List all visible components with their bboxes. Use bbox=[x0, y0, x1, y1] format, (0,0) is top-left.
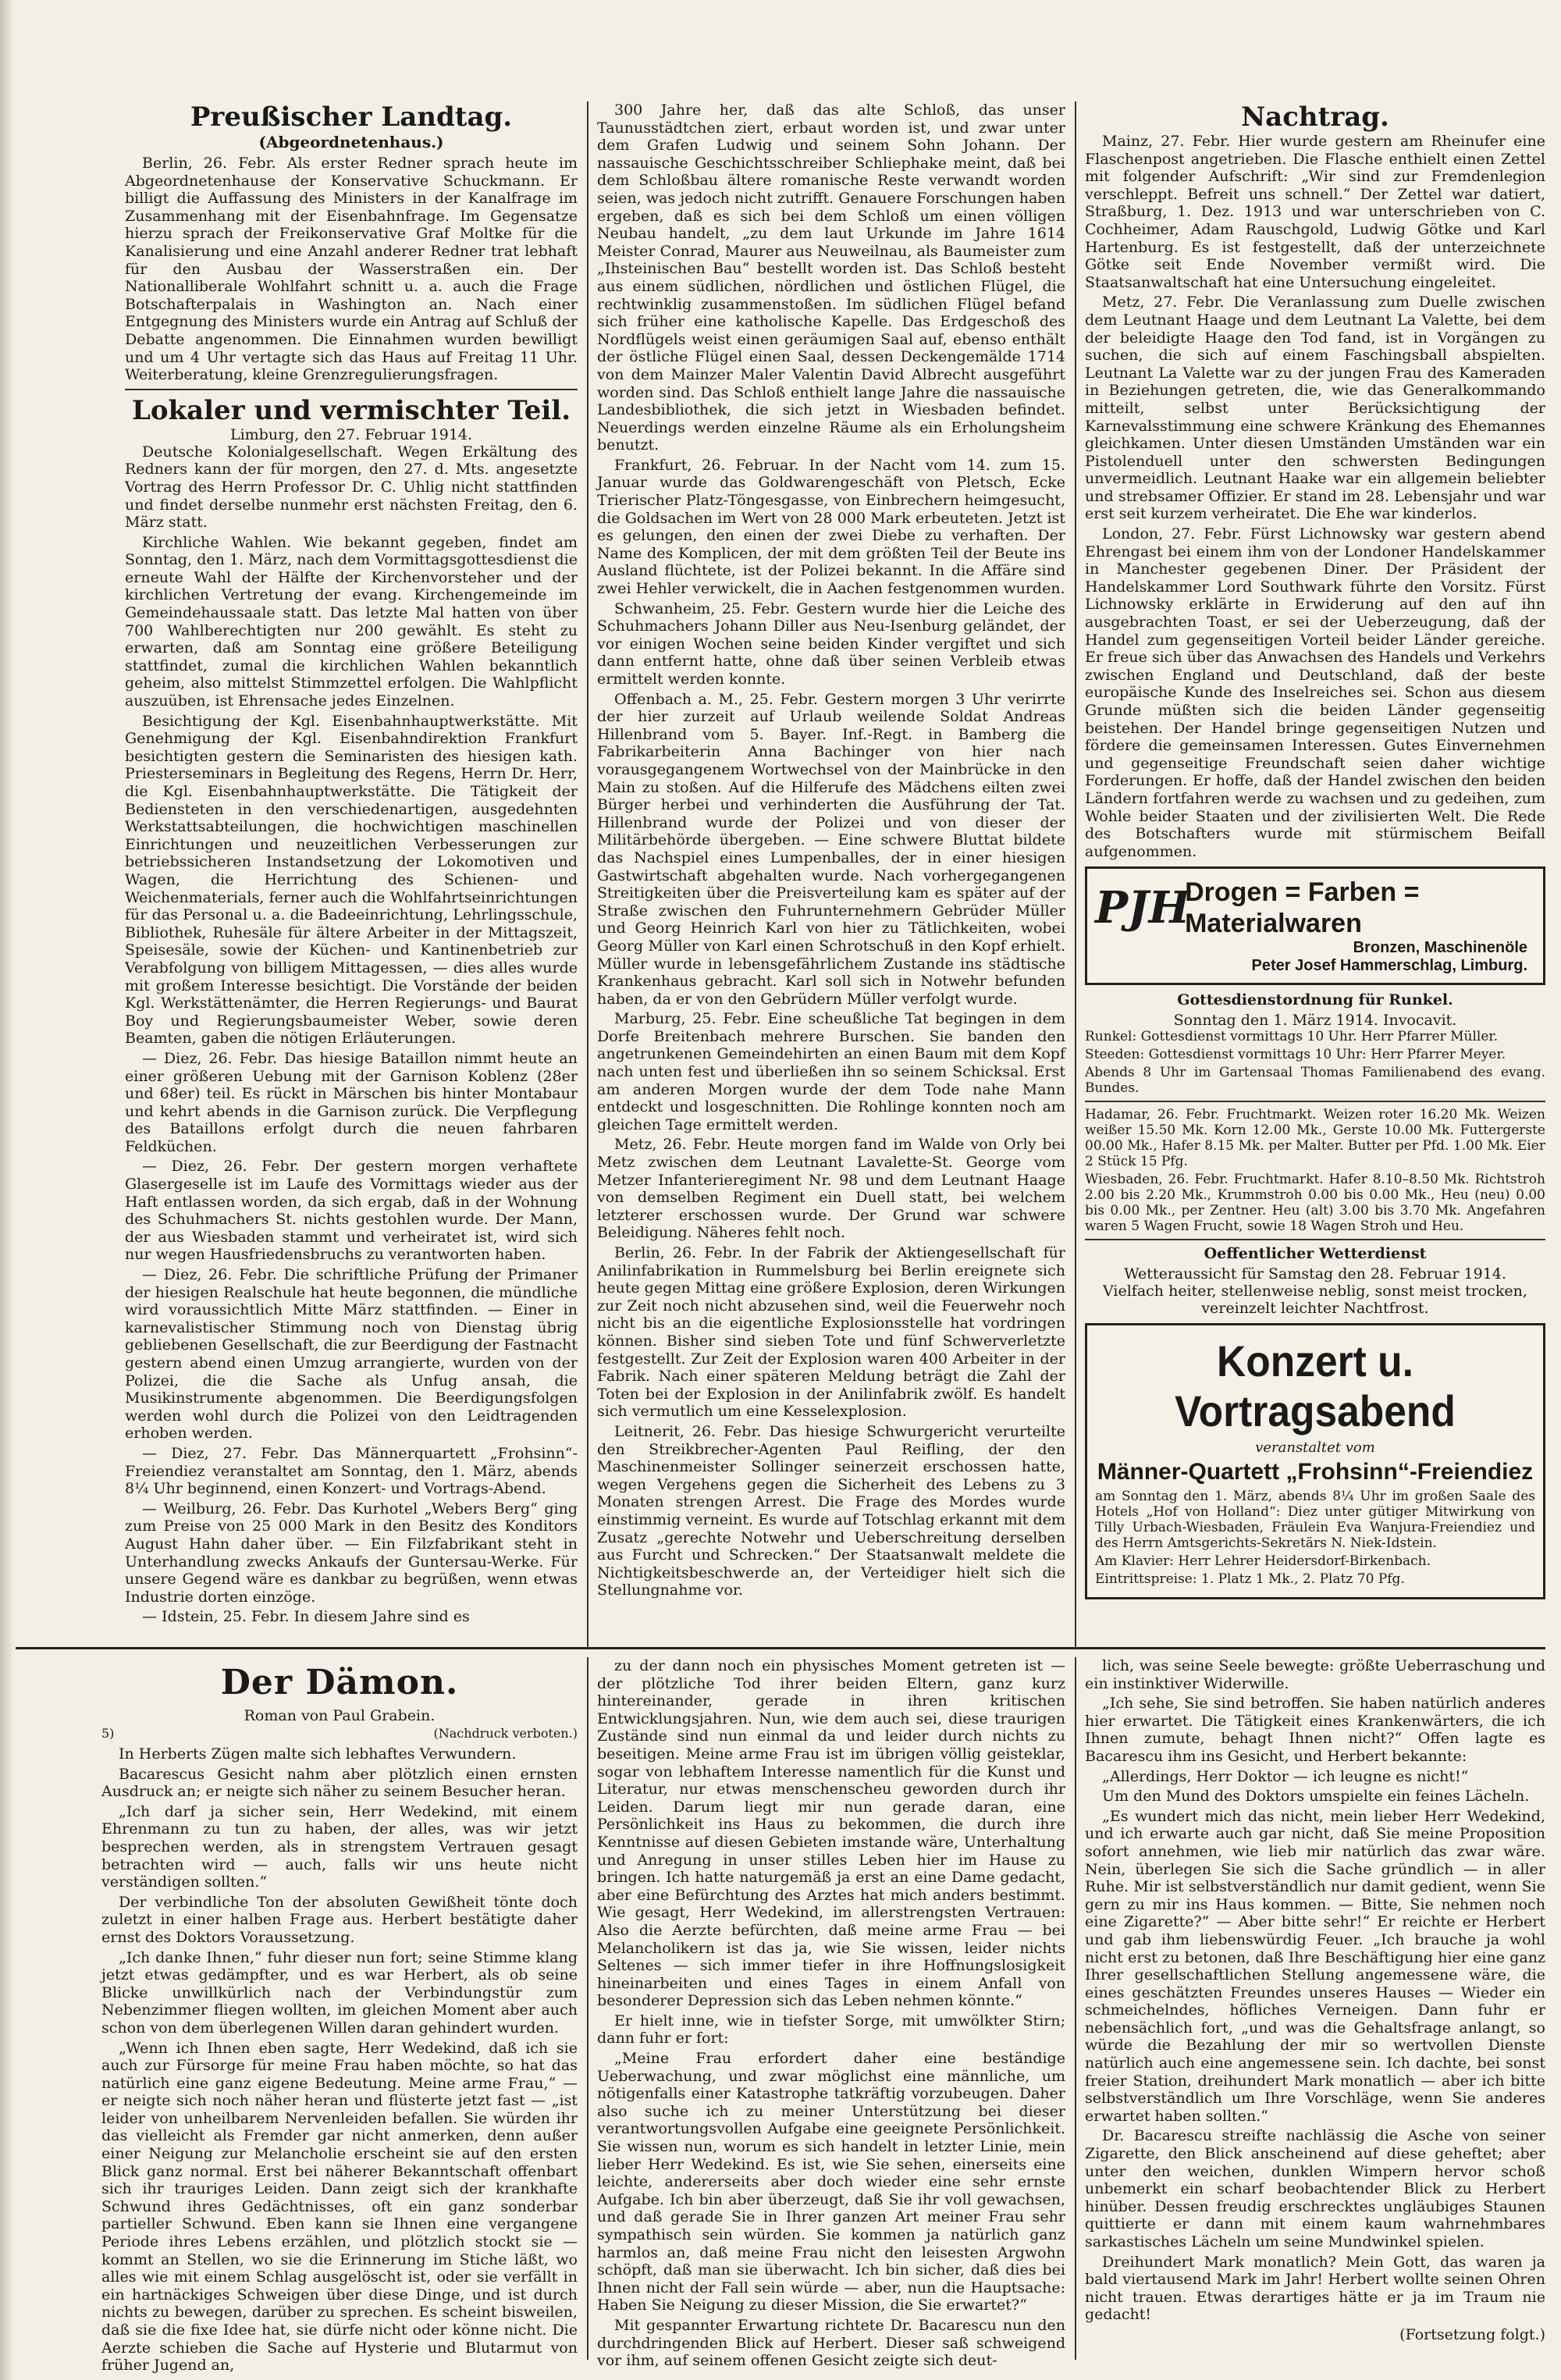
konzert-prices: Eintrittspreise: 1. Platz 1 Mk., 2. Platz 70 Pfg. bbox=[1095, 1571, 1405, 1588]
wetter-forecast: Wetteraussicht für Samstag den 28. Februar 1914. bbox=[1124, 1265, 1506, 1283]
nachtrag-paragraph: Metz, 27. Febr. Die Veranlassung zum Duelle zwischen dem Leutnant Haage und dem Leutnant La Valette, bei dem der beleidigte Haage den Tod fand, ist in Vorgängen zu suchen, die sich auf einem Faschingsball abspielten. Leutnant La Valette war zu der jungen Frau des Kameraden in Beziehungen getreten, die, wie das Generalkommando mitteilt, selbst unter Berücksichtigung der Karnevalsstimmung eine schwere Kränkung des Ehemannes gleichkamen. Unter diesen Umständen Umständen war ein Pistolenduell unter den schwersten Bedingungen unvermeidlich. Leutnant Haake war ein allgemein beliebter und strebsamer Offizier. Er stand im 28. Lebensjahr und war erst seit kurzem verheiratet. Die Ehe war kinderlos. bbox=[1085, 293, 1545, 523]
news-paragraph: Frankfurt, 26. Februar. In der Nacht vom 14. zum 15. Januar wurde das Goldwarengeschäft von Pletsch, Ecke Trierischer Platz-Töngesgasse, von Einbrechern heimgesucht, die Goldsachen im Wert von 28 000 Mark erbeuteten. Jetzt ist es gelungen, den einen der zwei Diebe zu verhaften. Der Name des Komplicen, der mit dem größten Teil der Beute ins Ausland flüchtete, ist der Polizei bekannt. In die Affäre sind zwei Hehler verwickelt, die in Aachen festgenommen wurden. bbox=[597, 456, 1065, 598]
ad-title: Drogen = Farben = Materialwaren bbox=[1185, 877, 1420, 939]
column-3 bbox=[1085, 101, 1545, 1647]
roman-paragraph: Bacarescus Gesicht nahm aber plötzlich einen ernsten Ausdruck an; er neigte sich näher zu seinem Besucher heran. bbox=[101, 1765, 578, 1801]
divider bbox=[125, 389, 578, 390]
column-rule bbox=[587, 101, 588, 1647]
landtag-body: Berlin, 26. Febr. Als erster Redner sprach heute im Abgeordnetenhause der Konservative Schuckmann. Er billigt die Auffassung des Ministers in der Kanalfrage im Zusammenhang mit der Eisenbahnfrage. Im Gegensatze hierzu sprach der Freikonservative Graf Moltke für die Kanalisierung und eine Anzahl anderer Redner trat lebhaft für den Ausbau der Wasserstraßen ein. Der Nationalliberale Wohlfahrt schnitt u. a. auch die Frage Botschafterpalais in Washington an. Nach einer Entgegnung des Ministers wurde ein Antrag auf Schluß der Debatte angenommen. Die Einnahmen wurden bewilligt und um 4 Uhr vertagte sich das Haus auf Freitag 11 Uhr. Weiterberatung, kleine Grenzregulierungsfragen. bbox=[125, 155, 578, 384]
news-paragraph: Berlin, 26. Febr. In der Fabrik der Aktiengesellschaft für Anilinfabrikation in Rummelsburg bei Berlin ereignete sich heute gegen Mittag eine größere Explosion, deren Wirkungen zur Zeit noch nicht abzusehen sind, weil die Feuerwehr noch nicht bis an die eigentliche Explosionsstelle hat vordringen können. Bisher sind sieben Tote und fünf Schwerverletzte festgestellt. Zur Zeit der Explosion waren 400 Arbeiter in der Fabrik. Nach einer späteren Meldung beträgt die Zahl der Toten bei der Explosion in der Anilinfabrik zwölf. Es handelt sich vermutlich um eine Kesselexplosion. bbox=[597, 1244, 1065, 1421]
column-rule bbox=[587, 1657, 588, 2360]
konzert-org: Männer-Quartett „Frohsinn“-Freiendiez bbox=[1097, 1459, 1534, 1485]
roman-paragraph: „Ich sehe, Sie sind betroffen. Sie haben natürlich anderes hier erwartet. Die Tätigkeit eines Krankenwärters, die ich Ihnen zumute, behagt Ihnen nicht?“ Offen lagte es Bacarescu ihm ins Gesicht, und Herbert bekannte: bbox=[1085, 1695, 1545, 1765]
roman-meta bbox=[101, 1726, 578, 1741]
roman-paragraph: „Meine Frau erfordert daher eine beständige Ueberwachung, und zwar möglichst eine männliche, um nötigenfalls einer Katastrophe tatkräftig vorzubeugen. Daher also suche ich zu meiner Unterstützung bei dieser verantwortungsvollen Aufgabe eine geeignete Persönlichkeit. Sie wissen nun, worum es sich handelt in letzter Linie, mein lieber Herr Wedekind. Es ist, wie Sie sehen, einerseits eine leichte, andererseits aber doch wieder eine sehr ernste Aufgabe. Ich bin aber überzeugt, daß Sie ihr voll gewachsen, und daß gerade Sie in Ihrer ganzen Art meiner Frau sehr sympathisch sein würden. Sie kommen ja natürlich ganz harmlos an, daß meine Frau nicht den leisesten Argwohn schöpft, daß man sie überwacht. Ich bin sicher, daß dies bei Ihnen nicht der Fall sein würde — aber, nun die Hauptsache: Haben Sie Neigung zu dieser Mission, die Sie erwartet?“ bbox=[597, 2050, 1065, 2314]
feuilleton-section bbox=[16, 1647, 1545, 2375]
column-1 bbox=[125, 101, 578, 1647]
lokales-paragraph: — Diez, 26. Febr. Das hiesige Bataillon nimmt heute an einer größeren Uebung mit der Garnison Koblenz (28er und 68er) teil. Es rückt in Märschen bis hinter Montabaur und kehrt abends in die Garnison zurück. Die Verpflegung des Bataillons erfolgt durch die neuen fahrbaren Feldküchen. bbox=[125, 1049, 578, 1155]
lokales-paragraph: — Diez, 26. Febr. Die schriftliche Prüfung der Primaner der hiesigen Realschule hat heute begonnen, die mündliche wird voraussichtlich Mitte März stattfinden. — Einer in karnevalistischer Stimmung noch von Dienstag übrig gebliebenen Gesellschaft, die zur Beerdigung der Fastnacht gestern abend einen Umzug arrangierte, wurden von der Polizei, die die Sache als Unfug ansah, die Musikinstrumente abgenommen. Die Beerdigungsfolgen werden wohl durch die Polizei von den Leidtragenden erhoben werden. bbox=[125, 1266, 578, 1443]
roman-paragraph: Er hielt inne, wie in tiefster Sorge, mit umwölkter Stirn; dann fuhr er fort: bbox=[597, 2012, 1065, 2047]
gottesdienst-date: Sonntag den 1. März 1914. Invocavit. bbox=[1173, 1012, 1457, 1030]
konzert-advertisement bbox=[1085, 1323, 1545, 1599]
landtag-subtitle: (Abgeordnetenhaus.) bbox=[258, 133, 444, 151]
column-2 bbox=[597, 101, 1065, 1647]
konzert-piano: Am Klavier: Herr Lehrer Heidersdorf-Birkenbach. bbox=[1095, 1553, 1431, 1570]
roman-paragraph: In Herberts Zügen malte sich lebhaftes Verwundern. bbox=[119, 1745, 517, 1763]
news-paragraph: Schwanheim, 25. Febr. Gestern wurde hier die Leiche des Schuhmachers Johann Diller aus Neu-Isenburg geländet, der vor einigen Wochen seine beiden Kinder vergiftet und sich dann entfernt hatte, ohne daß über seinen Verbleib etwas ermittelt werden konnte. bbox=[597, 599, 1065, 688]
ad-address: Peter Josef Hammerschlag, Limburg. bbox=[1251, 957, 1527, 975]
news-section bbox=[16, 101, 1545, 1647]
news-paragraph: Marburg, 25. Febr. Eine scheußliche Tat begingen in dem Dorfe Breitenbach mehrere Burschen. Sie banden den angetrunkenen Gemeindehirten an einen Baum mit dem Kopf nach unten fest und überließen ihn so seinem Schicksal. Erst am anderen Morgen wurde der dem Tode nahe Mann entdeckt und losgeschnitten. Die Rohlinge konnten noch am gleichen Tage ermittelt werden. bbox=[597, 1010, 1065, 1133]
roman-paragraph: Dreihundert Mark monatlich? Mein Gott, das waren ja bald viertausend Mark im Jahr! Herbert wollte seinen Ohren nicht trauen. Etwas derartiges hätte er ja im Traum nie gedacht! bbox=[1085, 2253, 1545, 2324]
markt-line: Wiesbaden, 26. Febr. Fruchtmarkt. Hafer 8.10–8.50 Mk. Richtstroh 2.00 bis 2.20 Mk., Krummstroh 0.00 bis 0.00 Mk., Heu (neu) 0.00 bis 0.00 Mk., per Zentner. Heu (alt) 3.00 bis 3.70 Mk. Angefahren waren 5 Wagen Frucht, sowie 18 Wagen Stroh und Heu. bbox=[1085, 1172, 1545, 1235]
divider bbox=[1085, 1101, 1545, 1102]
column-rule bbox=[1075, 1657, 1076, 2360]
roman-paragraph: Dr. Bacarescu streifte nachlässig die Asche von seiner Zigarette, den Blick anscheinend auf diese geheftet; aber unter den weichen, dunklen Wimpern hervor schoß unbemerkt ein scharf beobachtender Blick zu Herbert hinüber. Dessen freudig erschrecktes ungläubiges Staunen quittierte er dann mit einem kaum wahrnehmbares sarkastisches Lächeln um seine Mundwinkel spielen. bbox=[1085, 2127, 1545, 2250]
roman-paragraph: Mit gespannter Erwartung richtete Dr. Bacarescu nun den durchdringenden Blick auf Herbert. Dieser saß schweigend vor ihm, auf seinem offenen Gesicht zeigte sich deut- bbox=[597, 2316, 1065, 2370]
news-paragraph: 300 Jahre her, daß das alte Schloß, das unser Taunusstädtchen ziert, erbaut worden ist, und zwar unter dem Grafen Ludwig und seinem Sohn Johann. Der nassauische Geschichtsschreiber Schliephake meint, daß bei dem Schloßbau ältere romanische Reste verwandt worden seien, was jedoch nicht zutrifft. Genauere Forschungen haben ergeben, daß es sich bei dem Schloß um einen völligen Neubau handelt, „zu dem laut Urkunde im Jahre 1614 Meister Conrad, Maurer aus Neuweilnau, als Baumeister zum „Ihsteinischen Bau“ bestellt worden ist. Das Schloß besteht aus einem südlichen, nördlichen und östlichen Flügel, die rechtwinklig zusammenstoßen. Im südlichen Flügel befand sich früher eine katholische Kapelle. Das Erdgeschoß des Nordflügels weist einen geräumigen Saal auf, ebenso enthält der östliche Flügel einen Saal, dessen Deckengemälde 1714 von dem Mainzer Maler Valentin David Albrecht ausgeführt worden sind. Das Schloß enthielt lange Jahre die nassauische Landesbibliothek, die sich jetzt in Wiesbaden befindet. Neuerdings werden einzelne Räume als ein Erholungsheim benutzt. bbox=[597, 101, 1065, 454]
wetter-title: Oeffentlicher Wetterdienst bbox=[1204, 1245, 1427, 1263]
markt-line: Hadamar, 26. Febr. Fruchtmarkt. Weizen roter 16.20 Mk. Weizen weißer 15.50 Mk. Korn 12.00 Mk., Gerste 10.00 Mk. Futtergerste 00.00 Mk., Hafer 8.15 Mk. per Malter. Butter per Pfd. 1.00 Mk. Eier 2 Stück 15 Pfg. bbox=[1085, 1107, 1545, 1170]
gottesdienst-line: Runkel: Gottesdienst vormittags 10 Uhr. Herr Pfarrer Müller. bbox=[1085, 1029, 1499, 1045]
column-rule bbox=[1075, 101, 1076, 1647]
gottesdienst-line: Abends 8 Uhr im Gartensaal Thomas Familienabend des evang. Bundes. bbox=[1085, 1065, 1545, 1097]
roman-paragraph: lich, was seine Seele bewegte: größte Ueberraschung und ein instinktiver Widerwille. bbox=[1085, 1657, 1545, 1692]
roman-note: (Nachdruck verboten.) bbox=[433, 1726, 578, 1741]
roman-number: 5) bbox=[101, 1726, 115, 1741]
roman-paragraph: „Allerdings, Herr Doktor — ich leugne es nicht!“ bbox=[1102, 1767, 1469, 1785]
gottesdienst-title: Gottesdienstordnung für Runkel. bbox=[1177, 991, 1453, 1009]
roman-column-3 bbox=[1085, 1657, 1545, 2364]
news-paragraph: Leitnerit, 26. Febr. Das hiesige Schwurgericht verurteilte den Streikbrecher-Agenten Paul Reifling, der den Maschinenmeister Sollinger seinerzeit erschossen hatte, wegen Vergehens gegen die Sicherheit des Lebens zu 3 Monaten strengen Arrest. Die Frage des Mordes wurde einstimmig verneint. Es wurde auf Totschlag erkannt mit dem Zusatz „gerechte Notwehr und Ueberschreitung derselben aus Furcht und Schrecken.“ Der Staatsanwalt meldete die Nichtigkeitsbeschwerde an, der Verteidiger hielt sich die Stellungnahme vor. bbox=[597, 1422, 1065, 1599]
roman-paragraph: „Ich darf ja sicher sein, Herr Wedekind, mit einem Ehrenmann zu tun zu haben, der alles, was wir jetzt besprechen werden, als in strengstem Vertrauen gesagt betrachten wird — auch, falls wir uns heute nicht verständigen sollten.“ bbox=[101, 1802, 578, 1891]
konzert-by: veranstaltet vom bbox=[1255, 1439, 1375, 1457]
roman-paragraph: „Wenn ich Ihnen eben sagte, Herr Wedekind, daß ich sie auch zur Fürsorge für meine Frau haben möchte, so hat das natürlich eine ganz eigene Bedeutung. Meine arme Frau,“ — er neigte sich noch näher heran und flüsterte jetzt fast — „ist leider von unheilbarem Nervenleiden befallen. Sie würden ihr das vielleicht als Fremder gar nicht anmerken, denn außer einer Neigung zur Melancholie erscheint sie auf den ersten Blick ganz normal. Erst bei näherer Bekanntschaft offenbart sich ihr trauriges Leiden. Dann zeigt sich der krankhafte Schwund ihres Gedächtnisses, oft ein ganz sonderbar partieller Schwund. Eben kann sie Ihnen eine vergangene Periode ihres Lebens erzählen, und plötzlich stockt sie — kommt an Stellen, wo sie die Erinnerung im Stiche läßt, wo alles wie mit einem Schlag ausgelöscht ist, oder sie verfällt in ein hartnäckiges Schweigen über diese Dinge, und ist durch nichts zu bewegen, darüber zu sprechen. Es scheint bisweilen, daß sie die fixe Idee hat, sie dürfe nicht oder könne nicht. Die Aerzte schieben die Sache auf Hysterie und Blutarmut von früher Jugend an, bbox=[101, 2039, 578, 2375]
landtag-title: Preußischer Landtag. bbox=[190, 101, 513, 133]
lokales-paragraph: Kirchliche Wahlen. Wie bekannt gegeben, findet am Sonntag, den 1. März, nach dem Vormittagsgottesdienst die erneute Wahl der Hälfte der Kirchenvorsteher und der kirchlichen Vertretung der evang. Kirchengemeinde im Gemeindehaussaale statt. Das letzte Mal hatten von über 700 Wahlberechtigten nur 200 gewählt. Es steht zu erwarten, daß am Sonntag eine größere Beteiligung stattfindet, zumal die kirchlichen Wahlen bekanntlich geheim, also mittelst Stimmzettel erfolgen. Die Wahlpflicht auszuüben, ist Ehrensache jedes Einzelnen. bbox=[125, 533, 578, 710]
ad-subtitle: Bronzen, Maschinenöle bbox=[1353, 939, 1527, 957]
news-paragraph: Offenbach a. M., 25. Febr. Gestern morgen 3 Uhr verirrte der hier zurzeit auf Urlaub weilende Soldat Andreas Hillenbrand vom 5. Bayer. Inf.-Regt. in Bamberg die Fabrikarbeiterin Anna Bachinger von hier nach vorausgegangenem Wortwechsel von der Mainbrücke in den Main zu stoßen. Auf die Hilferufe des Mädchens eilten zwei Bürger herbei und verhinderten die Ausführung der Tat. Hillenbrand wurde der Polizei und von dieser der Militärbehörde übergeben. — Eine schwere Bluttat bildete das Nachspiel eines Lumpenballes, der in einer hiesigen Gastwirtschaft abgehalten wurde. Nach vorhergegangenen Streitigkeiten über die Preisverteilung kam es später auf der Straße zwischen den Fuhrunternehmern Gebrüder Müller und Georg Heinrich Karl von hier zu Tätlichkeiten, wobei Georg Müller von Karl einen Schrotschuß in den Kopf erhielt. Müller wurde in lebensgefährlichem Zustande ins städtische Krankenhaus gebracht. Karl soll sich in Notwehr befunden haben, da er von den Gebrüdern Müller verfolgt wurde. bbox=[597, 690, 1065, 1008]
lokales-paragraph: Deutsche Kolonialgesellschaft. Wegen Erkältung des Redners kann der für morgen, den 27. d. Mts. angesetzte Vortrag des Herrn Professor Dr. C. Uhlig nicht stattfinden und findet derselbe nunmehr erst nächsten Freitag, den 6. März statt. bbox=[125, 443, 578, 532]
ad-logo: PJH bbox=[1095, 882, 1190, 934]
nachtrag-paragraph: Mainz, 27. Febr. Hier wurde gestern am Rheinufer eine Flaschenpost angetrieben. Die Flasche enthielt einen Zettel mit folgender Aufschrift: „Wir sind zur Fremdenlegion verschleppt. Befreit uns schnell.“ Der Zettel war datiert, Straßburg, 1. Dez. 1913 und war unterschrieben von C. Cochheimer, Adam Rauschgold, Ludwig Götke und Karl Hartenburg. Es ist festgestellt, daß der unterzeichnete Götke seit Ende November vermißt wird. Die Staatsanwaltschaft hat eine Untersuchung eingeleitet. bbox=[1085, 133, 1545, 291]
lokales-dateline: Limburg, den 27. Februar 1914. bbox=[229, 425, 473, 443]
roman-paragraph: Der verbindliche Ton der absoluten Gewißheit tönte doch zuletzt in einer halben Frage aus. Herbert bestätigte daher ernst des Doktors Voraussetzung. bbox=[101, 1893, 578, 1946]
gottesdienst-line: Steeden: Gottesdienst vormittags 10 Uhr: Herr Pfarrer Meyer. bbox=[1085, 1047, 1506, 1063]
roman-continued: (Fortsetzung folgt.) bbox=[1399, 2325, 1545, 2343]
nachtrag-title: Nachtrag. bbox=[1241, 101, 1389, 133]
news-paragraph: Metz, 26. Febr. Heute morgen fand im Walde von Orly bei Metz zwischen dem Leutnant Lavalette-St. George vom Metzer Infanterieregiment Nr. 98 und dem Leutnant Haage von demselben Regiment ein Duell statt, bei welchem letzterer erschossen wurde. Der Grund war schwere Beleidigung. Näheres fehlt noch. bbox=[597, 1136, 1065, 1242]
roman-title: Der Dämon. bbox=[220, 1663, 459, 1702]
lokales-paragraph: — Diez, 26. Febr. Der gestern morgen verhaftete Glasergeselle ist im Laufe des Vormittags wieder aus der Haft entlassen worden, da sich ergab, daß in der Wohnung des Schuhmachers St. nichts gestohlen wurde. Der Mann, der aus Wiesbaden stammt und verheiratet ist, wird sich nur wegen Hausfriedensbruchs zu verantworten haben. bbox=[125, 1158, 578, 1264]
divider bbox=[1085, 1239, 1545, 1240]
roman-paragraph: „Es wundert mich das nicht, mein lieber Herr Wedekind, und ich erwarte auch gar nicht, daß Sie meine Proposition sofort annehmen, wie lieb mir natürlich das zwar wäre. Nein, überlegen Sie sich die Sache gründlich — in aller Ruhe. Mir ist selbstverständlich nur damit gedient, wenn Sie gern zu mir ins Haus kommen. — Bitte, Sie nehmen noch eine Zigarette?“ — Aber bitte sehr!“ Er reichte er Herbert und gab ihm liebenswürdig Feuer. „Ich brauche ja wohl nicht erst zu betonen, daß Ihre Beschäftigung hier eine ganz Ihrer gesellschaftlichen Stellung angemessene wäre, die eines geschätzten Freundes unseres Hauses — Wieder ein schmeichelndes, höfliches Verneigen. Dann fuhr er nebensächlich fort, „und was die Gehaltsfrage anlangt, so würde die Bezahlung der mir so wertvollen Dienste natürlich auch eine angemessene sein. Ich dachte, bei sonst freier Station, dreihundert Mark monatlich — aber ich bitte selbstverständlich um Ihre Vorschläge, wenn Sie anderes erwartet haben sollten.“ bbox=[1085, 1807, 1545, 2125]
roman-paragraph: „Ich danke Ihnen,“ fuhr dieser nun fort; seine Stimme klang jetzt etwas gedämpfter, und es war Herbert, als ob seine Blicke unwillkürlich nach der Verbindungstür zum Nebenzimmer fliegen wollten, im gleichen Moment aber auch schon von dem überlegenen Willen daran gehindert wurden. bbox=[101, 1948, 578, 2037]
lokales-paragraph: — Weilburg, 26. Febr. Das Kurhotel „Webers Berg“ ging zum Preise von 25 000 Mark in den Besitz des Konditors August Hahn daher über. — Ein Filzfabrikant steht in Unterhandlung zwecks Ankaufs der Guntersau-Werke. Für unsere Gegend wäre es dankbar zu begrüßen, wenn etwas Industrie dorten einzöge. bbox=[125, 1500, 578, 1606]
roman-subtitle: Roman von Paul Grabein. bbox=[244, 1707, 436, 1724]
konzert-title: Konzert u. Vortragsabend bbox=[1175, 1336, 1456, 1436]
lokales-paragraph: Besichtigung der Kgl. Eisenbahnhauptwerkstätte. Mit Genehmigung der Kgl. Eisenbahndirektion Frankfurt besichtigten gestern die Seminaristen des hiesigen kath. Priesterseminars in Begleitung des Regens, Herrn Dr. Herr, die Kgl. Eisenbahnhauptwerkstätte. Die Tätigkeit der Bediensteten in den verschiedenartigen, ausgedehnten Werkstattsabteilungen, die hochwichtigen maschinellen Einrichtungen und neuzeitlichen Verbesserungen zur betriebssicheren Instandsetzung der Lokomotiven und Wagen, die Herrichtung des Schienen- und Weichenmaterials, ferner auch die Wohlfahrtseinrichtungen für das Personal u. a. die Badeeinrichtung, Lehrlingsschule, Bibliothek, Ruhesäle für ältere Arbeiter in der Mittagszeit, Speisesäle, sowie der Küchen- und Kantinenbetrieb zur Verabfolgung von billigem Mittagessen, — dies alles wurde mit großem Interesse besichtigt. Die Vorstände der beiden Kgl. Werkstättenämter, die Herren Regierungs- und Baurat Boy und Regierungsbaumeister Weber, sowie deren Beamten, gaben die nötigen Erläuterungen. bbox=[125, 712, 578, 1048]
roman-column-1 bbox=[101, 1657, 578, 2375]
drogen-advertisement bbox=[1085, 866, 1545, 985]
nachtrag-paragraph: London, 27. Febr. Fürst Lichnowsky war gestern abend Ehrengast bei einem ihm von der Londoner Handelskammer in Manchester gegebenen Diner. Der Präsident der Handelskammer Lord Southwark führte den Vorsitz. Fürst Lichnowsky erklärte in Erwiderung auf den auf ihn ausgebrachten Toast, er sei der Ueberzeugung, daß der Handel zum gegenseitigen Vorteil beider Länder gereiche. Er freue sich über das Anwachsen des Handels und Verkehrs zwischen England und Deutschland, daß der beste europäische Kunde des Inselreiches sei. Schon aus diesem Grunde müßten sich die beiden Länder gegenseitig beistehen. Der Handel bringe gegenseitigen Nutzen und fördere die gemeinsamen Interessen. Gutes Einvernehmen und gegenseitige Freundschaft seien daher wichtige Forderungen. Er hoffe, daß der Handel zwischen den beiden Ländern fortfahren werde zu wachsen und zu gedeihen, zum Wohle beider Staaten und der zivilisierten Welt. Die Rede des Botschafters wurde mit stürmischem Beifall aufgenommen. bbox=[1085, 525, 1545, 860]
konzert-details: am Sonntag den 1. März, abends 8¼ Uhr im großen Saale des Hotels „Hof von Holland“: Diez unter gütiger Mitwirkung von Tilly Urbach-Wiesbaden, Fräulein Eva Wanjura-Freiendiez und des Herrn Amtsgerichts-Sekretärs N. Niek-Idstein. bbox=[1095, 1489, 1535, 1552]
roman-paragraph: Um den Mund des Doktors umspielte ein feines Lächeln. bbox=[1102, 1788, 1530, 1805]
wetter-detail: Vielfach heiter, stellenweise neblig, sonst meist trocken, vereinzelt leichter Nachtfrost. bbox=[1103, 1282, 1527, 1318]
lokales-paragraph: — Diez, 27. Febr. Das Männerquartett „Frohsinn“-Freiendiez veranstaltet am Sonntag, den 1. März, abends 8¼ Uhr beginnend, einen Konzert- und Vortrags-Abend. bbox=[125, 1444, 578, 1498]
page-edge-shadow bbox=[0, 0, 14, 2380]
roman-column-2 bbox=[597, 1657, 1065, 2370]
lokales-title: Lokaler und vermischter Teil. bbox=[131, 394, 571, 426]
roman-paragraph: zu der dann noch ein physisches Moment getreten ist — der plötzliche Tod ihrer beiden Eltern, ganz kurz hintereinander, gerade in ihren kritischen Entwicklungsjahren. Nun, wie dem auch sei, diese traurigen Zustände sind nun einmal da und leider durch nichts zu beseitigen. Meine arme Frau ist im übrigen völlig geisteklar, sogar von lebhaftem Interesse namentlich für die Kunst und Literatur, nur etwas menschenscheu geworden durch ihr Leiden. Darum liegt mir nun gerade daran, eine Persönlichkeit ins Haus zu bekommen, die durch ihre Kenntnisse auf diesen Gebieten imstande wäre, Unterhaltung und Anregung in unser stilles Leben hier im Hause zu bringen. Ich hatte naturgemäß ja erst an eine Dame gedacht, aber eine Befürchtung des Arztes hat mich anders bestimmt. Wie gesagt, Herr Wedekind, im allerstrengsten Vertrauen: Also die Aerzte befürchten, daß meine arme Frau — bei Melancholikern ist das ja, wie Sie wissen, leider nichts Seltenes — sich immer tiefer in ihre Hoffnungslosigkeit hineinarbeiten und eines Tages in einem Anfall von besonderer Depression sich das Leben nehmen könnte.“ bbox=[597, 1657, 1065, 2010]
lokales-paragraph: — Idstein, 25. Febr. In diesem Jahre sind es bbox=[142, 1608, 470, 1626]
newspaper-page bbox=[16, 16, 1545, 2375]
